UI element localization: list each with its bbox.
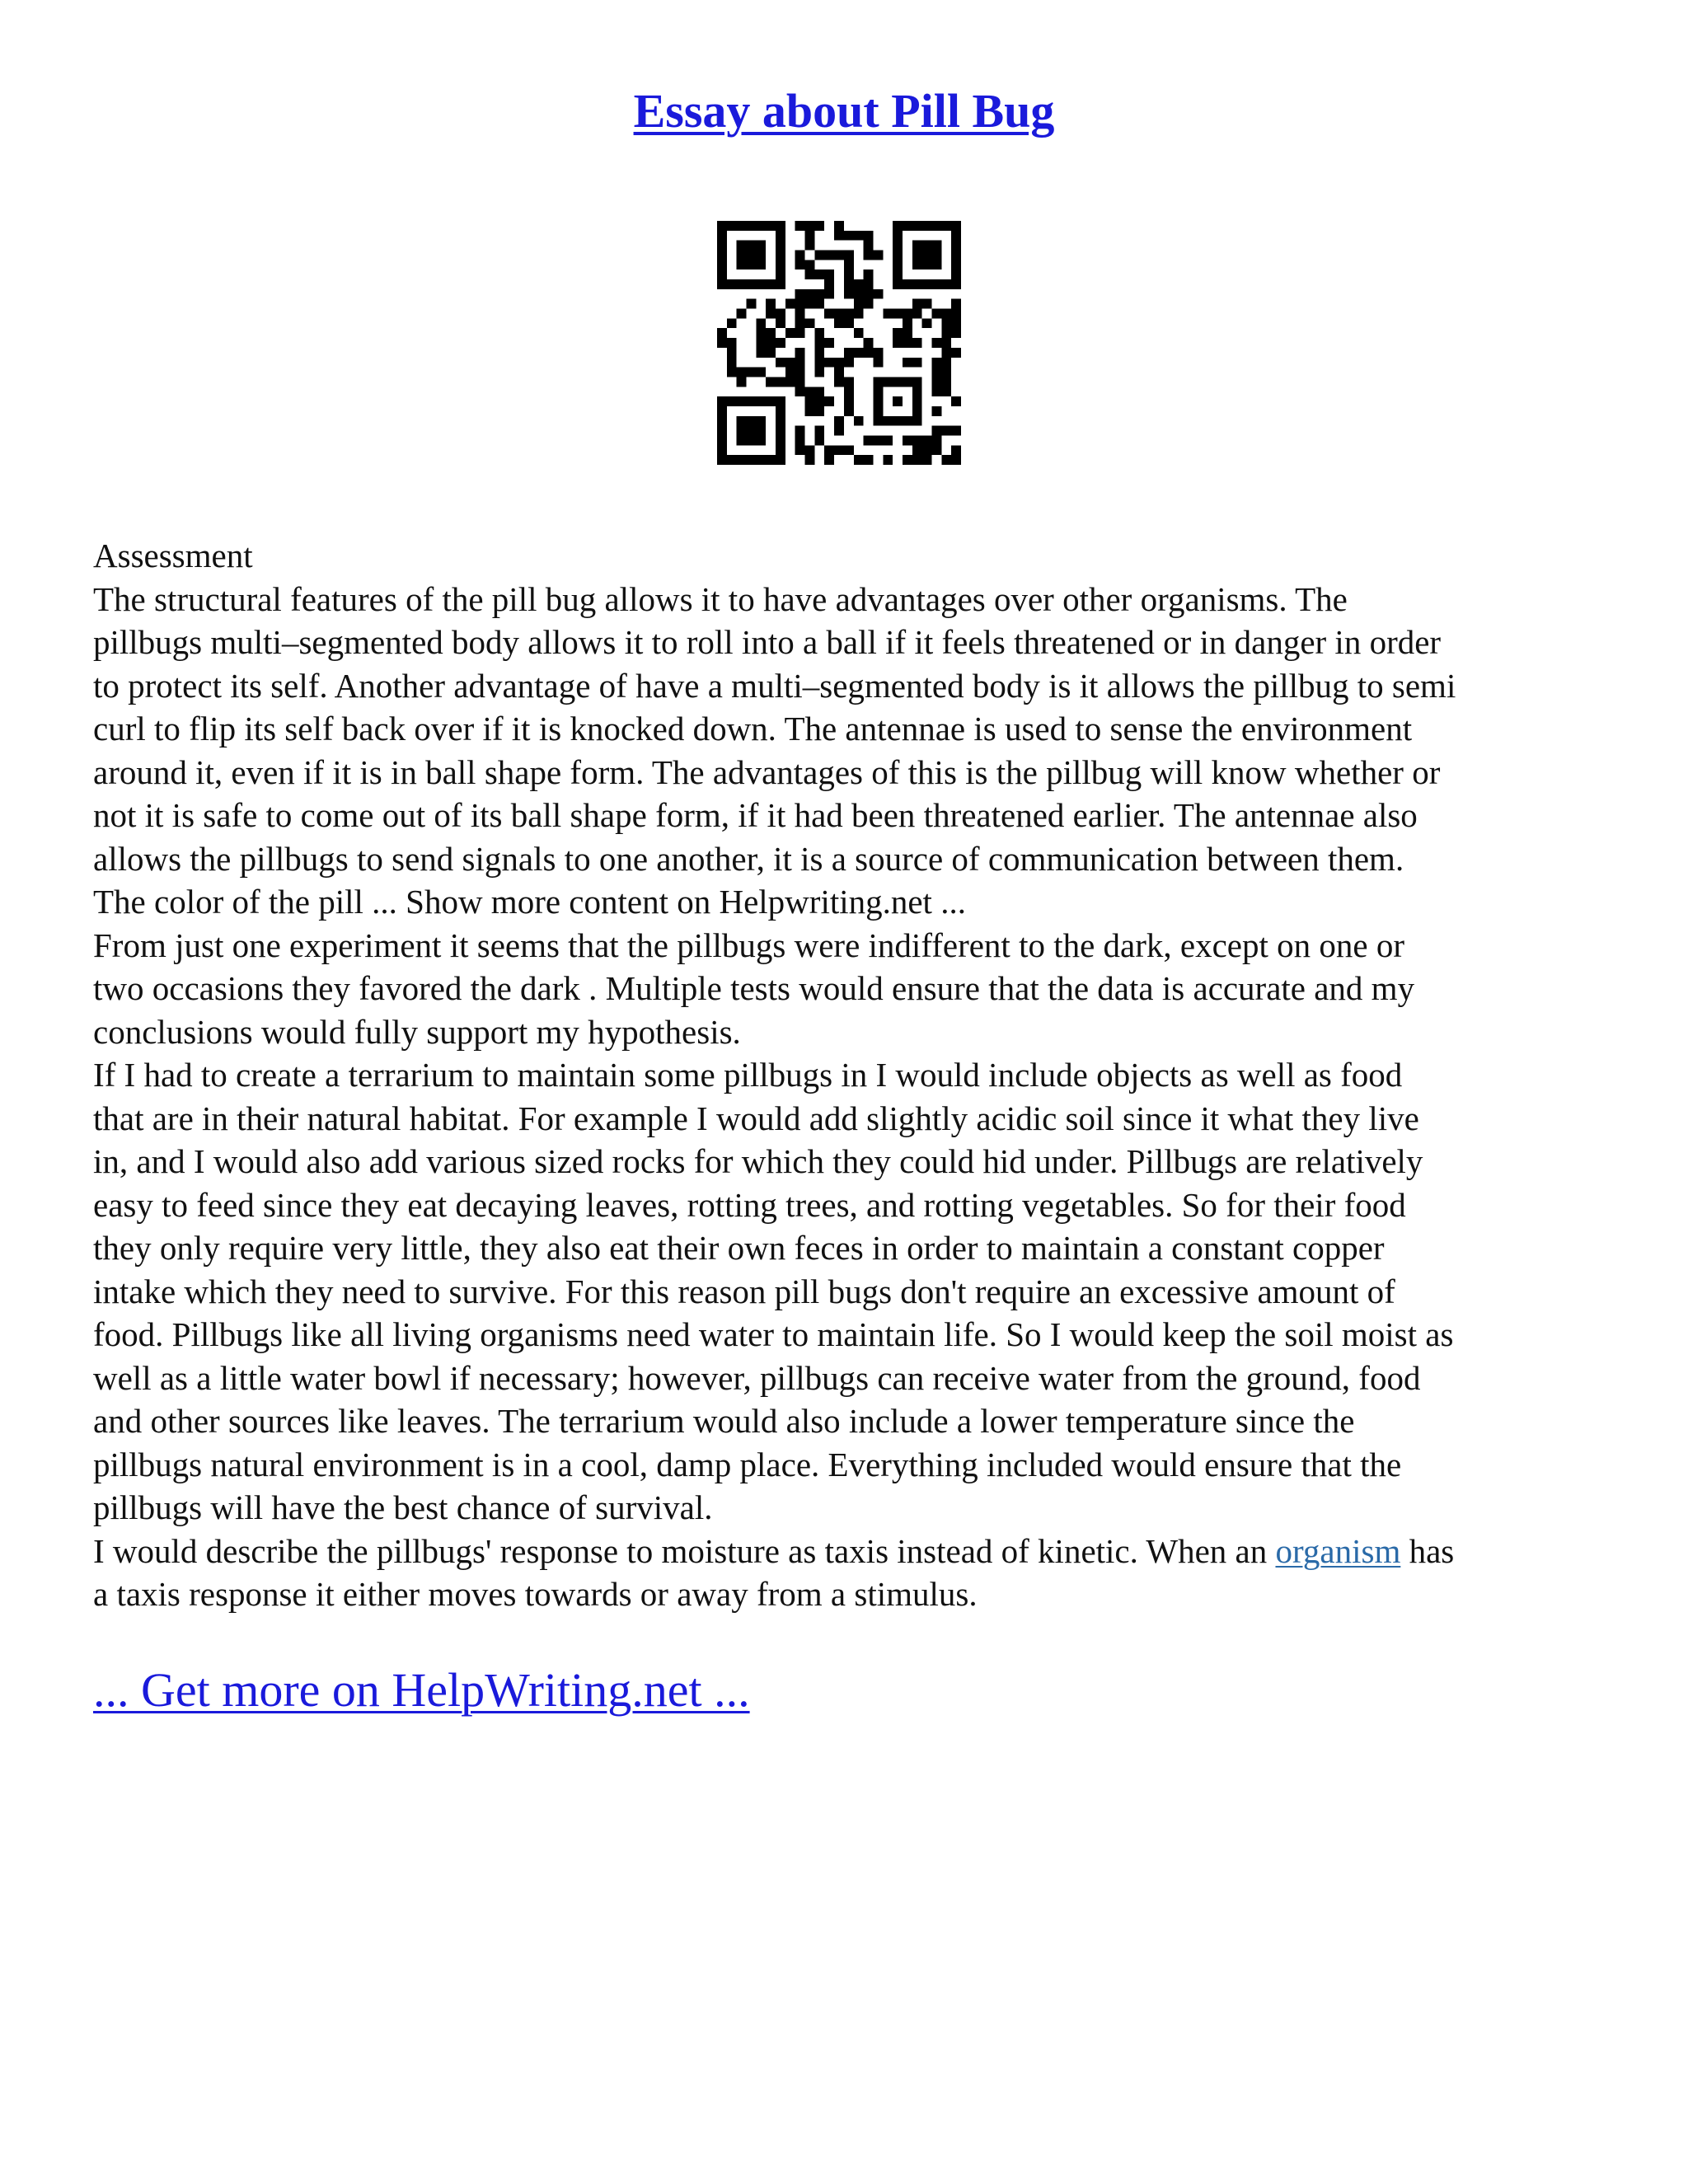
qr-code-graphic (717, 221, 961, 465)
paragraph-4-text-before: I would describe the pillbugs' response to moisture as taxis instead of kinetic. When an (93, 1531, 1276, 1570)
paragraph-3: If I had to create a terrarium to maintain some pillbugs in I would include objects as well as food that are in their natural habitat. For example I would add slightly acidic soil since it what they live in, and I would also add various sized rocks for which they could hid under. Pillbugs are relatively easy to feed since they eat decaying leaves, rotting trees, and rotting vegetables. So for their food they only require very little, they also eat their own feces in order to maintain a constant copper intake which they need to survive. For this reason pill bugs don't require an excessive amount of food. Pillbugs like all living organisms need water to maintain life. So I would keep the soil moist as well as a little water bowl if necessary; however, pillbugs can receive water from the ground, food and other sources like leaves. The terrarium would also include a lower temperature since the pillbugs natural environment is in a cool, damp place. Everything included would ensure that the pillbugs will have the best chance of survival. (93, 1056, 1454, 1526)
paragraph-2: From just one experiment it seems that the pillbugs were indifferent to the dark, except on one or two occasions they favored the dark . Multiple tests would ensure that the data is accurate and my conclusions would fully support my hypothesis. (93, 926, 1415, 1051)
get-more-section (93, 1661, 750, 1719)
page-title (0, 82, 1688, 140)
paragraph-1: The structural features of the pill bug allows it to have advantages over other organisms. The pillbugs multi–segmented body allows it to roll into a ball if it feels threatened or in danger in order to protect its self. Another advantage of have a multi–segmented body is it allows the pillbug to semi curl to flip its self back over if it is knocked down. The antennae is used to sense the environment around it, even if it is in ball shape form. The advantages of this is the pillbug will know whether or not it is safe to come out of its ball shape form, if it had been threatened earlier. The antennae also allows the pillbugs to send signals to one another, it is a source of communication between them. The color of the pill ... Show more content on Helpwriting.net ... (93, 579, 1456, 921)
paragraph-4 (93, 1530, 1601, 1616)
qr-code-icon (717, 221, 961, 465)
section-heading: Assessment (93, 537, 253, 574)
title-link[interactable]: Essay about Pill Bug (633, 84, 1055, 138)
paragraph-4-text-after: has a taxis response it either moves towards or away from a stimulus. (93, 1531, 1455, 1613)
essay-body (93, 534, 1601, 1616)
organism-link[interactable]: organism (1275, 1531, 1401, 1570)
get-more-link[interactable]: ... Get more on HelpWriting.net ... (93, 1663, 750, 1717)
